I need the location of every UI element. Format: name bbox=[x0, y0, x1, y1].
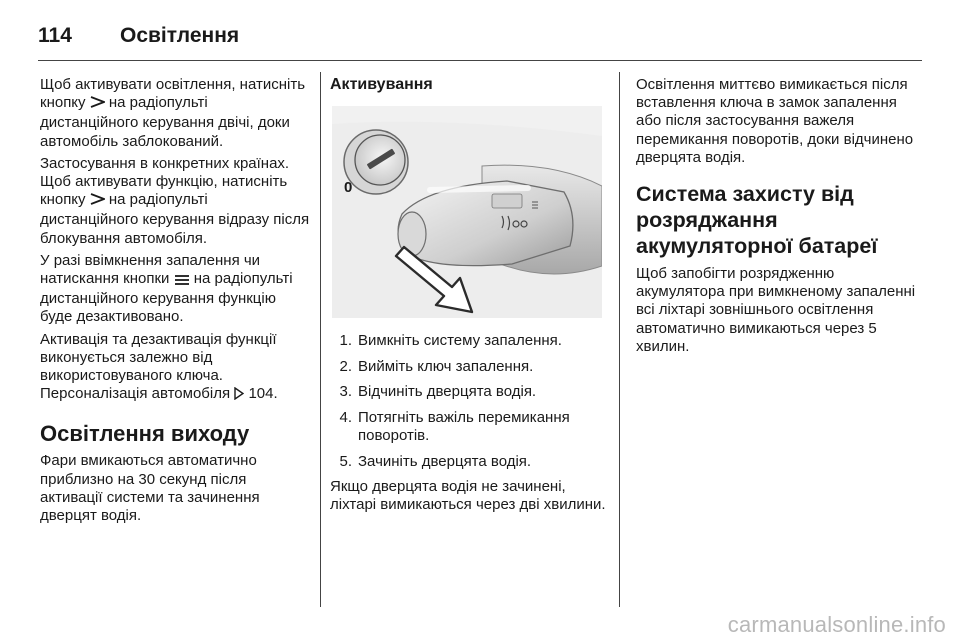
steps-list bbox=[330, 332, 612, 471]
column-1 bbox=[40, 76, 310, 529]
list-item: 4. Потягніть важіль перемикання поворотів. bbox=[339, 408, 570, 444]
paragraph: Фари вмикаються автоматично приблизно на 30 секунд після активації системи та зачинення дверцят водія. bbox=[40, 452, 260, 525]
list-item: 2. Вийміть ключ запалення. bbox=[339, 357, 534, 375]
list-item: 3. Відчиніть дверцята водія. bbox=[339, 383, 537, 400]
section-heading: Система захисту від розряджання акумуляторної батареї bbox=[636, 182, 878, 259]
paragraph: Якщо дверцята водія не зачинені, ліхтарі вимикаються через дві хвилини. bbox=[330, 478, 606, 514]
page-title: Освітлення bbox=[120, 24, 240, 47]
page-header bbox=[38, 14, 918, 58]
list-item: 5. Зачиніть дверцята водія. bbox=[339, 452, 532, 470]
column-divider-1 bbox=[320, 72, 321, 607]
unlock-button-icon bbox=[174, 272, 190, 290]
column-3 bbox=[636, 76, 918, 360]
section-heading: Освітлення виходу bbox=[40, 421, 250, 447]
column-divider-2 bbox=[619, 72, 620, 607]
watermark: carmanualsonline.info bbox=[727, 612, 946, 637]
subsection-heading: Активування bbox=[330, 76, 433, 93]
ignition-position-label: 0 bbox=[344, 179, 353, 196]
column-2 bbox=[330, 76, 612, 518]
paragraph: Щоб запобігти розрядженню акумулятора при вимкненому запаленні всі ліхтарі зовнішнього освітлення автоматично вимикаються через 5 хвилин. bbox=[636, 265, 916, 355]
page-reference-icon bbox=[234, 387, 244, 405]
header-divider bbox=[38, 60, 922, 61]
lock-button-icon bbox=[90, 96, 105, 114]
paragraph: У разі ввімкнення запалення чи натискання кнопки на радіопульті дистанційного керування функцію буде дезактивовано. bbox=[40, 251, 293, 326]
paragraph: Освітлення миттєво вимикається після вставлення ключа в замок запалення або після застосування важеля перемикання поворотів, доки відчинено дверцята водія. bbox=[636, 76, 914, 166]
list-item: 1. Вимкніть систему запалення. bbox=[339, 332, 562, 349]
paragraph: Застосування в конкретних країнах. Щоб активувати функцію, натисніть кнопку на радіопульті дистанційного керування відразу після блокування автомобіля. bbox=[40, 154, 310, 247]
lever-illustration bbox=[332, 106, 602, 318]
page-reference[interactable]: 104 bbox=[248, 385, 274, 403]
lock-button-icon bbox=[90, 193, 105, 211]
paragraph: Щоб активувати освітлення, натисніть кнопку на радіопульті дистанційного керування двічі, доки автомобіль заблокований. bbox=[40, 76, 306, 150]
paragraph: Активація та дезактивація функції виконується залежно від використовуваного ключа. Персоналізація автомобіля 104. bbox=[40, 331, 310, 406]
page-number: 114 bbox=[38, 24, 72, 47]
